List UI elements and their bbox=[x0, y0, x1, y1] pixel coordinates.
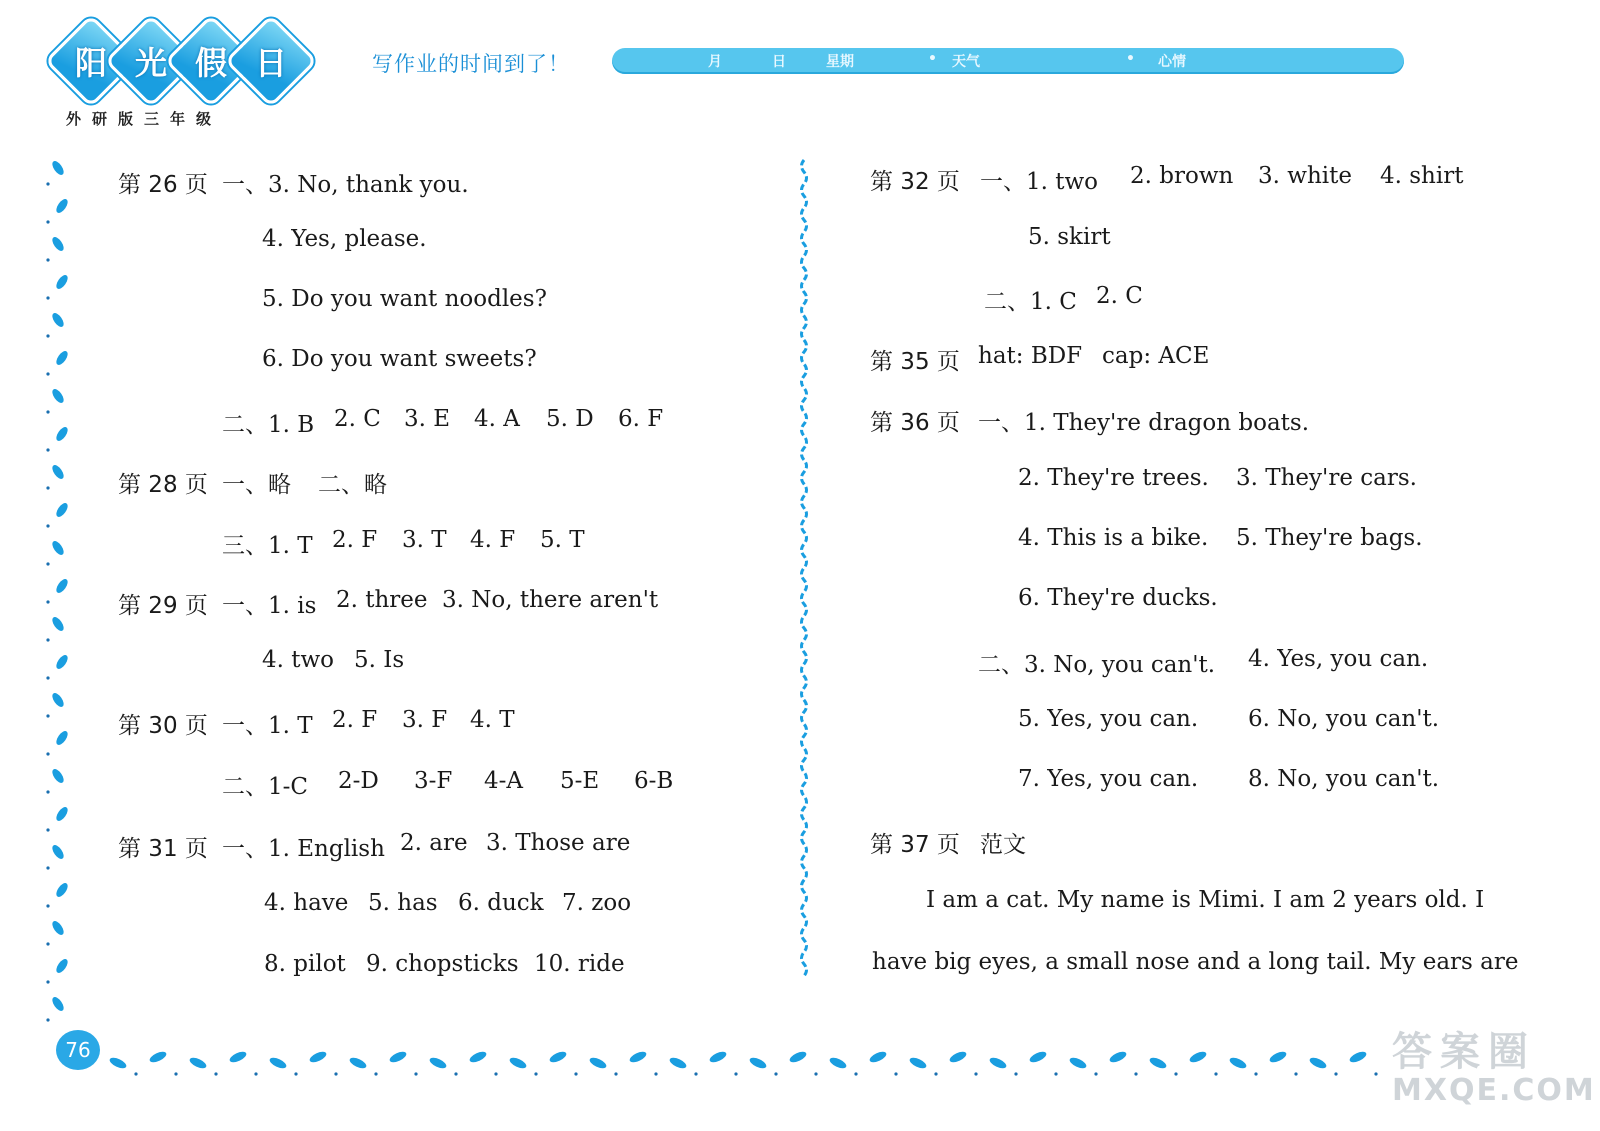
border-dash bbox=[668, 1056, 688, 1071]
answer-item: 9. chopsticks bbox=[366, 951, 519, 977]
answer-item: 一、1. English bbox=[222, 836, 385, 862]
border-dot bbox=[46, 562, 49, 565]
border-dash bbox=[708, 1050, 728, 1065]
border-dash bbox=[50, 387, 66, 405]
border-dash bbox=[54, 577, 70, 595]
border-dot bbox=[134, 1072, 137, 1075]
border-dot bbox=[614, 1072, 617, 1075]
answer-item: 3. E bbox=[404, 406, 451, 432]
answer-item: 4. Yes, you can. bbox=[1248, 646, 1429, 672]
answer-item: 2. F bbox=[332, 707, 378, 733]
answer-item: 5. They're bags. bbox=[1236, 525, 1423, 551]
answer-item: have big eyes, a small nose and a long tail. My ears are bbox=[872, 949, 1519, 975]
border-dot bbox=[414, 1072, 417, 1075]
bullet: • bbox=[928, 51, 937, 67]
border-dot bbox=[974, 1072, 977, 1075]
border-dash bbox=[50, 919, 66, 937]
border-dash bbox=[54, 197, 70, 215]
border-dash bbox=[50, 691, 66, 709]
border-dot bbox=[46, 752, 49, 755]
answer-item: 4. Yes, please. bbox=[262, 226, 427, 252]
answer-item: 7. Yes, you can. bbox=[1018, 766, 1199, 792]
answer-item: 6. They're ducks. bbox=[1018, 585, 1218, 611]
answer-item: 10. ride bbox=[534, 951, 625, 977]
answer-item: 7. zoo bbox=[562, 890, 632, 916]
answer-item: 5. skirt bbox=[1028, 224, 1111, 250]
answer-item: 5. Is bbox=[354, 647, 405, 673]
border-dash bbox=[1348, 1050, 1368, 1065]
border-dot bbox=[46, 904, 49, 907]
border-dot bbox=[854, 1072, 857, 1075]
logo-char: 光 bbox=[134, 43, 168, 82]
answer-item: 2. three bbox=[336, 587, 428, 613]
border-dot bbox=[46, 714, 49, 717]
border-dot bbox=[46, 828, 49, 831]
border-dot bbox=[1054, 1072, 1057, 1075]
page-reference: 第 31 页 bbox=[118, 836, 208, 862]
border-dash bbox=[268, 1056, 288, 1071]
answer-item: 4-A bbox=[484, 768, 524, 794]
border-dot bbox=[214, 1072, 217, 1075]
border-dot bbox=[46, 676, 49, 679]
answer-item: 三、1. T bbox=[222, 533, 313, 559]
border-dot bbox=[46, 638, 49, 641]
page-reference: 第 32 页 bbox=[870, 169, 960, 195]
page-reference: 第 28 页 bbox=[118, 472, 208, 498]
watermark bbox=[1392, 1020, 1596, 1108]
border-dash bbox=[748, 1056, 768, 1071]
border-dot bbox=[46, 182, 49, 185]
border-dash bbox=[54, 729, 70, 747]
answer-item: 3. Those are bbox=[486, 830, 631, 856]
answer-item: 4. This is a bike. bbox=[1018, 525, 1209, 551]
border-dash bbox=[1028, 1050, 1048, 1065]
border-dash bbox=[508, 1056, 528, 1071]
answer-item: cap: ACE bbox=[1102, 343, 1210, 369]
border-dash bbox=[988, 1056, 1008, 1071]
answer-item: 2. C bbox=[334, 406, 381, 432]
answer-item: 2. brown bbox=[1130, 163, 1234, 189]
answer-item: 4. have bbox=[264, 890, 349, 916]
border-dot bbox=[1094, 1072, 1097, 1075]
answer-item: 6-B bbox=[634, 768, 674, 794]
border-dot bbox=[174, 1072, 177, 1075]
answer-item: 6. Do you want sweets? bbox=[262, 346, 537, 372]
border-dash bbox=[1308, 1056, 1328, 1071]
answer-item: 4. two bbox=[262, 647, 335, 673]
border-dash bbox=[54, 273, 70, 291]
border-dash bbox=[50, 311, 66, 329]
page-reference: 第 35 页 bbox=[870, 349, 960, 375]
border-dash bbox=[54, 653, 70, 671]
page-reference: 第 30 页 bbox=[118, 713, 208, 739]
watermark-url: MXQE.COM bbox=[1392, 1073, 1596, 1108]
border-dash bbox=[468, 1050, 488, 1065]
border-dash bbox=[1188, 1050, 1208, 1065]
answer-item: 范文 bbox=[980, 832, 1026, 858]
answer-item: 3. No, there aren't bbox=[442, 587, 659, 613]
border-dot bbox=[894, 1072, 897, 1075]
border-dash bbox=[50, 159, 66, 177]
border-dot bbox=[46, 334, 49, 337]
border-dash bbox=[54, 957, 70, 975]
border-dash bbox=[1148, 1056, 1168, 1071]
answer-item: 2. C bbox=[1096, 283, 1143, 309]
border-dot bbox=[46, 866, 49, 869]
logo-char: 日 bbox=[254, 43, 288, 82]
border-dash bbox=[50, 539, 66, 557]
bullet: • bbox=[1126, 51, 1135, 67]
border-dot bbox=[1174, 1072, 1177, 1075]
answer-item: 2. F bbox=[332, 527, 378, 553]
answer-item: 4. A bbox=[474, 406, 520, 432]
border-dash bbox=[54, 425, 70, 443]
border-dash bbox=[1268, 1050, 1288, 1065]
border-dash bbox=[188, 1056, 208, 1071]
answer-item: 6. F bbox=[618, 406, 664, 432]
border-dash bbox=[428, 1056, 448, 1071]
answer-item: 8. No, you can't. bbox=[1248, 766, 1440, 792]
border-dot bbox=[46, 980, 49, 983]
answer-item: 6. duck bbox=[458, 890, 544, 916]
border-dot bbox=[1294, 1072, 1297, 1075]
border-dash bbox=[628, 1050, 648, 1065]
border-dash bbox=[50, 235, 66, 253]
border-dash bbox=[50, 615, 66, 633]
border-dash bbox=[50, 995, 66, 1013]
answer-item: 3. white bbox=[1258, 163, 1352, 189]
border-dot bbox=[334, 1072, 337, 1075]
answer-item: 二、1. B bbox=[222, 412, 315, 438]
border-dot bbox=[1254, 1072, 1257, 1075]
border-dot bbox=[294, 1072, 297, 1075]
border-dash bbox=[50, 767, 66, 785]
answer-item: 3. T bbox=[402, 527, 447, 553]
border-dash bbox=[348, 1056, 368, 1071]
answer-item: 二、3. No, you can't. bbox=[978, 652, 1216, 678]
border-dot bbox=[1334, 1072, 1337, 1075]
border-dash bbox=[54, 805, 70, 823]
answer-item: 一、略 bbox=[222, 472, 291, 498]
page-reference: 第 26 页 bbox=[118, 172, 208, 198]
answer-item: 2. are bbox=[400, 830, 468, 856]
border-dash bbox=[1068, 1056, 1088, 1071]
answer-item: I am a cat. My name is Mimi. I am 2 years old. I bbox=[926, 887, 1485, 913]
border-dot bbox=[46, 220, 49, 223]
border-dash bbox=[308, 1050, 328, 1065]
answer-item: 二、1-C bbox=[222, 774, 309, 800]
border-dot bbox=[494, 1072, 497, 1075]
answer-item: 4. F bbox=[470, 527, 516, 553]
page-reference: 第 29 页 bbox=[118, 593, 208, 619]
answer-item: 3-F bbox=[414, 768, 453, 794]
answer-item: 5. has bbox=[368, 890, 438, 916]
answer-item: 二、1. C bbox=[984, 289, 1077, 315]
answer-item: 5. T bbox=[540, 527, 585, 553]
answer-item: 一、1. two bbox=[980, 169, 1099, 195]
watermark-text: 答案圈 bbox=[1392, 1029, 1536, 1075]
border-dot bbox=[46, 942, 49, 945]
logo-char: 假 bbox=[194, 43, 228, 82]
border-dot bbox=[574, 1072, 577, 1075]
center-divider bbox=[802, 160, 807, 976]
book-subtitle: 外研版三年级 bbox=[66, 110, 223, 128]
answer-item: 3. They're cars. bbox=[1236, 465, 1417, 491]
answer-item: 2-D bbox=[338, 768, 379, 794]
border-dot bbox=[46, 258, 49, 261]
border-dash bbox=[1108, 1050, 1128, 1065]
answer-item: 4. T bbox=[470, 707, 515, 733]
answer-item: 一、3. No, thank you. bbox=[222, 172, 469, 198]
border-dot bbox=[1374, 1072, 1377, 1075]
border-dot bbox=[694, 1072, 697, 1075]
answer-item: 一、1. They're dragon boats. bbox=[978, 410, 1310, 436]
left-border-dashes bbox=[46, 159, 69, 1021]
border-dash bbox=[228, 1050, 248, 1065]
answer-item: 2. They're trees. bbox=[1018, 465, 1209, 491]
answer-item: 3. F bbox=[402, 707, 448, 733]
border-dot bbox=[46, 372, 49, 375]
border-dot bbox=[46, 296, 49, 299]
border-dot bbox=[46, 790, 49, 793]
border-dot bbox=[1214, 1072, 1217, 1075]
border-dash bbox=[548, 1050, 568, 1065]
border-dot bbox=[46, 486, 49, 489]
answer-item: 4. shirt bbox=[1380, 163, 1464, 189]
answer-item: 5. Do you want noodles? bbox=[262, 286, 547, 312]
border-dash bbox=[908, 1056, 928, 1071]
answer-item: hat: BDF bbox=[978, 343, 1083, 369]
weekday-field: 星期 bbox=[826, 54, 854, 70]
border-dash bbox=[108, 1056, 128, 1071]
border-dot bbox=[46, 600, 49, 603]
border-dot bbox=[46, 1018, 49, 1021]
border-dash bbox=[50, 843, 66, 861]
border-dash bbox=[54, 501, 70, 519]
answer-item: 二、略 bbox=[318, 472, 387, 498]
border-dash bbox=[148, 1050, 168, 1065]
answer-item: 一、1. T bbox=[222, 713, 313, 739]
border-dot bbox=[1134, 1072, 1137, 1075]
border-dot bbox=[1014, 1072, 1017, 1075]
border-dash bbox=[54, 881, 70, 899]
month-field: 月 bbox=[708, 54, 722, 70]
border-dot bbox=[374, 1072, 377, 1075]
border-dash bbox=[54, 349, 70, 367]
border-dot bbox=[774, 1072, 777, 1075]
border-dot bbox=[814, 1072, 817, 1075]
border-dot bbox=[654, 1072, 657, 1075]
day-field: 日 bbox=[772, 54, 786, 70]
logo-char: 阳 bbox=[74, 43, 108, 82]
page-reference: 第 37 页 bbox=[870, 832, 960, 858]
border-dot bbox=[934, 1072, 937, 1075]
answer-item: 一、1. is bbox=[222, 593, 317, 619]
answer-item: 5. D bbox=[546, 406, 594, 432]
border-dash bbox=[948, 1050, 968, 1065]
border-dot bbox=[534, 1072, 537, 1075]
answer-item: 5. Yes, you can. bbox=[1018, 706, 1199, 732]
border-dot bbox=[46, 410, 49, 413]
bottom-border-dashes bbox=[108, 1050, 1377, 1076]
border-dash bbox=[588, 1056, 608, 1071]
answer-item: 5-E bbox=[560, 768, 600, 794]
answer-item: 8. pilot bbox=[264, 951, 346, 977]
mood-field: 心情 bbox=[1158, 54, 1186, 70]
answer-item: 6. No, you can't. bbox=[1248, 706, 1440, 732]
slogan: 写作业的时间到了！ bbox=[372, 52, 570, 76]
border-dash bbox=[868, 1050, 888, 1065]
border-dash bbox=[50, 463, 66, 481]
border-dash bbox=[828, 1056, 848, 1071]
border-dot bbox=[254, 1072, 257, 1075]
page-reference: 第 36 页 bbox=[870, 410, 960, 436]
border-dash bbox=[388, 1050, 408, 1065]
border-dot bbox=[46, 524, 49, 527]
border-dot bbox=[46, 448, 49, 451]
weather-field: 天气 bbox=[952, 54, 980, 70]
border-dash bbox=[1228, 1056, 1248, 1071]
border-dot bbox=[454, 1072, 457, 1075]
page-number: 76 bbox=[56, 1030, 100, 1070]
border-dot bbox=[734, 1072, 737, 1075]
border-dash bbox=[788, 1050, 808, 1065]
